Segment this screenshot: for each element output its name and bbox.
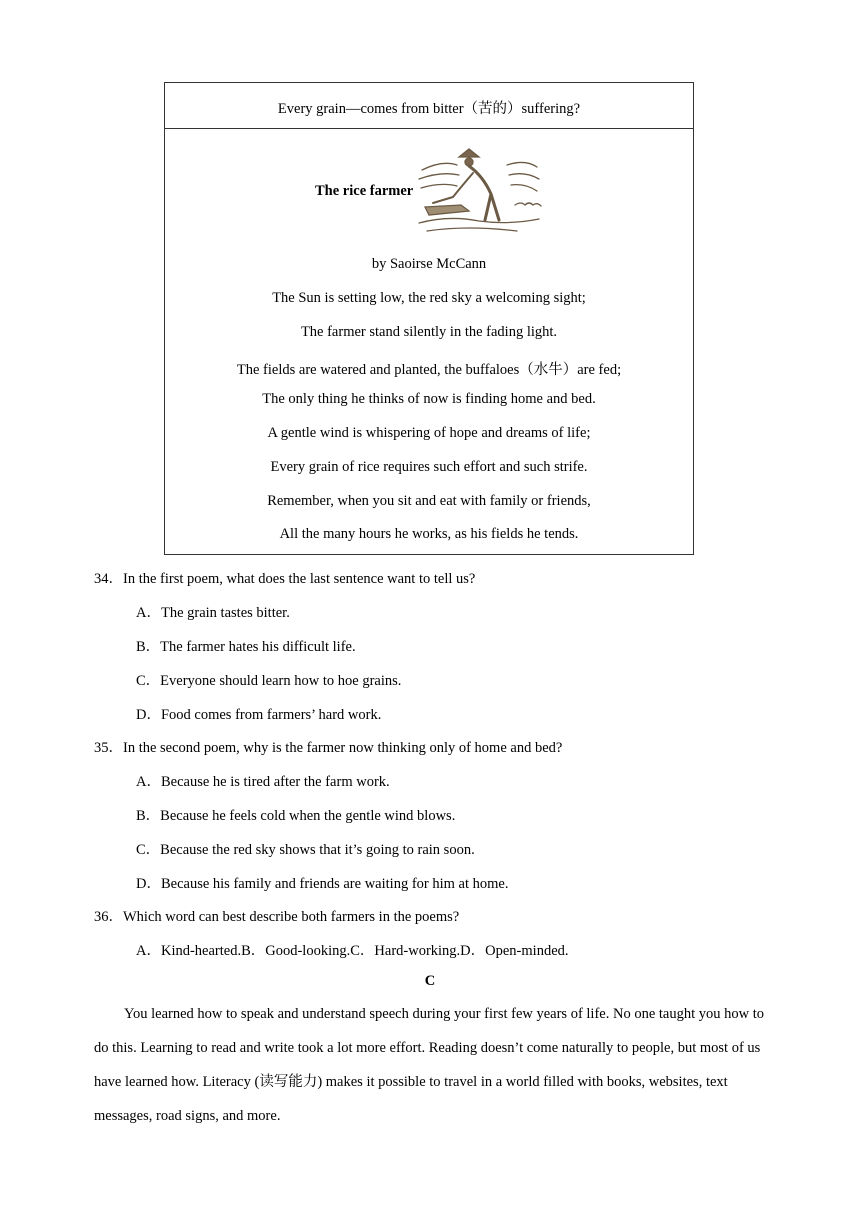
box-divider — [165, 128, 693, 129]
answer-option[interactable]: B．The farmer hates his difficult life. — [136, 639, 356, 655]
farmer-plowing-illustration — [417, 145, 547, 237]
answer-option[interactable]: A．Because he is tired after the farm work. — [136, 774, 390, 790]
poem-author: by Saoirse McCann — [371, 256, 487, 272]
answer-option[interactable]: B．Because he feels cold when the gentle wind blows. — [136, 808, 456, 824]
poem-line: The fields are watered and planted, the buffaloes（水牛）are fed; — [236, 362, 622, 378]
answer-option[interactable]: C．Everyone should learn how to hoe grains. — [136, 673, 402, 689]
poem-line: The only thing he thinks of now is finding home and bed. — [262, 391, 596, 407]
question-stem: 36．Which word can best describe both farmers in the poems? — [94, 909, 460, 925]
poem-line: Remember, when you sit and eat with family or friends, — [267, 493, 591, 509]
poem-line: The farmer stand silently in the fading light. — [300, 324, 558, 340]
reading-paragraph: You learned how to speak and understand speech during your first few years of life. No one taught you how to do this. Learning to read and write took a lot more effort. Reading doesn’t come naturally to people, but most of us have learned how. Literacy (读写能力) makes it possible to travel in a world filled with books, websites, text messages, road signs, and more. — [94, 1006, 765, 1124]
poem-line: Every grain of rice requires such effort and such strife. — [270, 459, 588, 475]
poem-line: A gentle wind is whispering of hope and dreams of life; — [267, 425, 591, 441]
poem-box — [164, 82, 694, 555]
poem-box-header: Every grain—comes from bitter（苦的）suffering? — [277, 101, 581, 117]
poem-line: All the many hours he works, as his fields he tends. — [279, 526, 579, 542]
answer-option[interactable]: D．Food comes from farmers’ hard work. — [136, 707, 382, 723]
answer-option[interactable]: C．Because the red sky shows that it’s going to rain soon. — [136, 842, 475, 858]
answer-option[interactable]: D．Because his family and friends are waiting for him at home. — [136, 876, 509, 892]
poem-title: The rice farmer — [315, 183, 414, 199]
question-stem: 35．In the second poem, why is the farmer now thinking only of home and bed? — [94, 740, 563, 756]
answer-options-inline[interactable]: A．Kind-hearted.B．Good-looking.C．Hard-working.D．Open-minded. — [136, 943, 569, 959]
question-stem: 34．In the first poem, what does the last sentence want to tell us? — [94, 571, 476, 587]
section-heading: C — [424, 973, 436, 989]
poem-line: The Sun is setting low, the red sky a welcoming sight; — [272, 290, 586, 306]
answer-option[interactable]: A．The grain tastes bitter. — [136, 605, 290, 621]
